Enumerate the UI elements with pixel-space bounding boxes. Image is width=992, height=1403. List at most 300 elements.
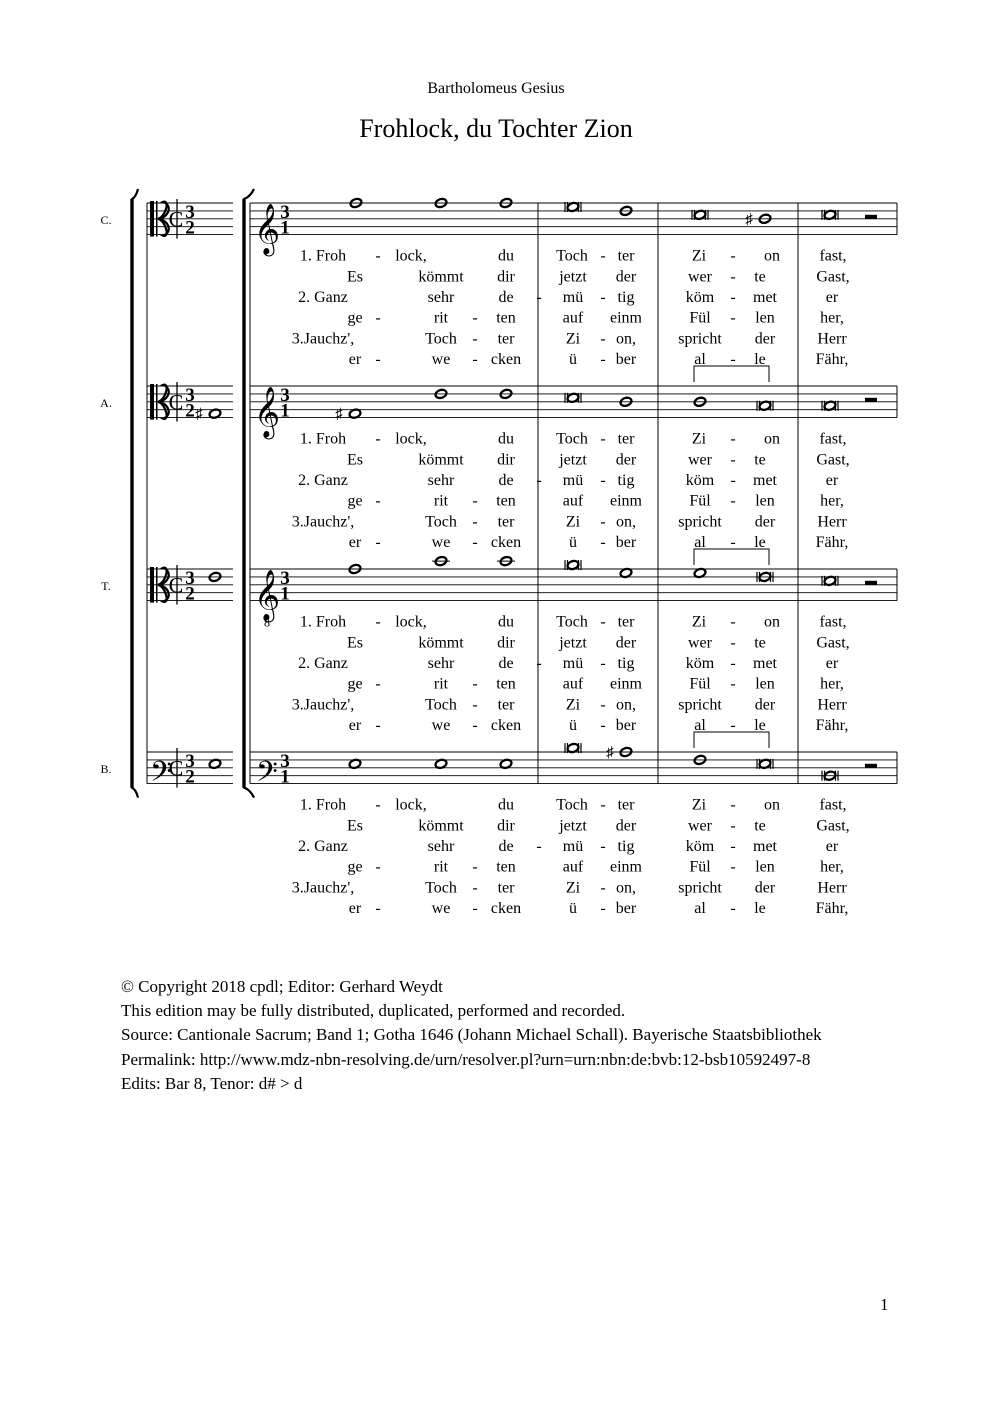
lyric-syllable: te bbox=[754, 634, 766, 652]
lyric-syllable: - bbox=[472, 330, 478, 348]
lyric-syllable: - bbox=[730, 613, 736, 631]
lyric-syllable: köm bbox=[685, 472, 715, 489]
lyric-syllable: 3.Jauchz', bbox=[291, 513, 355, 531]
lyric-syllable: - bbox=[375, 900, 381, 918]
lyric-syllable: rit bbox=[433, 492, 449, 510]
lyric-syllable: dir bbox=[497, 817, 515, 835]
lyric-syllable: ter bbox=[617, 613, 635, 631]
lyric-syllable: einm bbox=[610, 309, 642, 327]
lyric-syllable: - bbox=[730, 430, 736, 448]
lyric-syllable: - bbox=[730, 817, 736, 835]
lyric-syllable: Fül bbox=[689, 492, 711, 510]
lyric-syllable: al bbox=[694, 351, 706, 369]
lyric-syllable: köm bbox=[685, 838, 715, 855]
lyric-syllable: dir bbox=[497, 268, 515, 286]
lyric-syllable: - bbox=[536, 655, 542, 672]
lyric-syllable: - bbox=[472, 858, 478, 876]
lyric-syllable: met bbox=[753, 838, 777, 855]
voice-a-incipit-time-numerator: 3 bbox=[185, 384, 195, 406]
lyric-syllable: spricht bbox=[678, 330, 722, 348]
voice-c-time-denominator: 1 bbox=[280, 217, 290, 239]
voice-b-rest bbox=[865, 764, 877, 768]
lyric-syllable: 1. Froh bbox=[299, 796, 347, 814]
voice-c-incipit-time-numerator: 3 bbox=[185, 201, 195, 223]
lyric-syllable: Herr bbox=[817, 330, 847, 348]
lyric-syllable: - bbox=[600, 247, 606, 265]
lyric-syllable: ber bbox=[615, 534, 637, 552]
lyric-syllable: mü bbox=[562, 655, 584, 672]
lyric-syllable: ten bbox=[496, 675, 516, 693]
lyric-syllable: der bbox=[754, 879, 776, 897]
lyric-syllable: wer bbox=[688, 817, 712, 835]
lyric-syllable: - bbox=[472, 309, 478, 327]
lyric-syllable: her, bbox=[820, 492, 844, 510]
lyric-syllable: on bbox=[764, 796, 780, 814]
voice-c-note bbox=[692, 209, 708, 220]
voice-a-note bbox=[757, 400, 773, 411]
voice-t-staff-group bbox=[101, 549, 897, 734]
lyric-syllable: - bbox=[536, 472, 542, 489]
lyric-syllable: Toch bbox=[425, 696, 457, 714]
voice-a-incipit-note bbox=[195, 407, 221, 423]
lyric-syllable: auf bbox=[562, 492, 584, 510]
lyric-syllable: lock, bbox=[395, 247, 427, 265]
lyric-syllable: - bbox=[730, 534, 736, 552]
lyric-syllable: Gast, bbox=[816, 451, 850, 469]
lyric-syllable: her, bbox=[820, 858, 844, 876]
lyric-syllable: ü bbox=[569, 534, 577, 552]
lyric-syllable: du bbox=[498, 613, 514, 631]
lyric-syllable: her, bbox=[820, 309, 844, 327]
lyric-syllable: lock, bbox=[395, 613, 427, 631]
lyric-syllable: on bbox=[764, 613, 780, 631]
lyric-syllable: der bbox=[754, 696, 776, 714]
lyric-syllable: de bbox=[498, 472, 514, 489]
voice-a-treble-clef: 𝄞 bbox=[254, 387, 281, 437]
lyric-syllable: kömmt bbox=[418, 634, 464, 652]
lyric-syllable: - bbox=[600, 717, 606, 735]
lyric-syllable: te bbox=[754, 268, 766, 286]
lyric-syllable: einm bbox=[610, 492, 642, 510]
voice-b-incipit-time-numerator: 3 bbox=[185, 750, 195, 772]
lyric-syllable: 3.Jauchz', bbox=[291, 330, 355, 348]
lyric-syllable: er bbox=[825, 472, 839, 489]
lyric-syllable: jetzt bbox=[559, 268, 587, 286]
lyric-syllable: er bbox=[348, 351, 362, 369]
lyric-syllable: er bbox=[348, 900, 362, 918]
lyric-syllable: - bbox=[472, 492, 478, 510]
lyric-syllable: - bbox=[375, 613, 381, 631]
lyric-syllable: Toch bbox=[425, 330, 457, 348]
lyric-syllable: ter bbox=[617, 796, 635, 814]
lyric-syllable: er bbox=[348, 717, 362, 735]
lyric-syllable: ter bbox=[617, 430, 635, 448]
voice-c-time-numerator: 3 bbox=[280, 201, 290, 223]
lyric-syllable: fast, bbox=[819, 247, 847, 265]
lyric-syllable: le bbox=[754, 900, 766, 918]
lyric-syllable: de bbox=[498, 838, 514, 855]
lyric-syllable: - bbox=[375, 717, 381, 735]
voice-a-rest bbox=[865, 398, 877, 402]
voice-b-lyrics bbox=[292, 797, 850, 918]
svg-text:C: C bbox=[168, 389, 184, 415]
lyric-syllable: der bbox=[615, 817, 637, 835]
voice-b-note bbox=[757, 758, 773, 769]
svg-text:C: C bbox=[168, 572, 184, 598]
lyric-syllable: len bbox=[755, 309, 775, 327]
lyric-syllable: - bbox=[730, 309, 736, 327]
lyric-syllable: on, bbox=[616, 696, 636, 714]
lyric-syllable: ü bbox=[569, 717, 577, 735]
lyric-syllable: einm bbox=[610, 858, 642, 876]
lyric-syllable: le bbox=[754, 717, 766, 735]
lyric-syllable: - bbox=[472, 351, 478, 369]
lyric-syllable: sehr bbox=[427, 655, 455, 672]
lyric-syllable: cken bbox=[490, 900, 522, 918]
lyric-syllable: ber bbox=[615, 351, 637, 369]
voice-a-cut-time-sign bbox=[169, 382, 184, 422]
lyric-syllable: 3.Jauchz', bbox=[291, 879, 355, 897]
lyric-syllable: rit bbox=[433, 858, 449, 876]
lyric-syllable: - bbox=[730, 796, 736, 814]
lyric-syllable: Toch bbox=[556, 430, 588, 448]
license-line: This edition may be fully distributed, duplicated, performed and recorded. bbox=[121, 1001, 626, 1021]
lyric-syllable: er bbox=[825, 289, 839, 306]
voice-t-treble-clef: 𝄞 bbox=[254, 570, 281, 620]
lyric-syllable: Zi bbox=[691, 430, 707, 448]
piece-title: Frohlock, du Tochter Zion bbox=[359, 114, 633, 143]
voice-c-label: C. bbox=[100, 212, 112, 227]
lyric-syllable: Es bbox=[347, 817, 363, 835]
lyric-syllable: 1. Froh bbox=[299, 430, 347, 448]
voice-b-note bbox=[565, 743, 581, 754]
lyric-syllable: - bbox=[472, 675, 478, 693]
lyric-syllable: tig bbox=[617, 289, 635, 306]
lyric-syllable: auf bbox=[562, 675, 584, 693]
lyric-syllable: - bbox=[730, 675, 736, 693]
lyric-syllable: tig bbox=[617, 838, 635, 855]
lyric-syllable: - bbox=[730, 268, 736, 286]
lyric-syllable: 2. Ganz bbox=[298, 472, 348, 489]
lyric-syllable: - bbox=[730, 472, 736, 489]
lyric-syllable: köm bbox=[685, 655, 715, 672]
lyric-syllable: ter bbox=[617, 247, 635, 265]
permalink-line: Permalink: http://www.mdz-nbn-resolving.de/urn/resolver.pl?urn=urn:nbn:de:bvb:12-bsb10592497-8 bbox=[121, 1049, 811, 1069]
voice-b-note bbox=[606, 745, 632, 761]
lyric-syllable: - bbox=[730, 451, 736, 469]
voice-c-lyrics bbox=[292, 248, 850, 369]
lyric-syllable: - bbox=[600, 796, 606, 814]
voice-t-lyrics bbox=[292, 614, 850, 735]
voice-a-note bbox=[565, 392, 581, 403]
lyric-syllable: 2. Ganz bbox=[298, 838, 348, 855]
lyric-syllable: Toch bbox=[425, 879, 457, 897]
lyric-syllable: Gast, bbox=[816, 634, 850, 652]
lyric-syllable: kömmt bbox=[418, 451, 464, 469]
lyric-syllable: len bbox=[755, 858, 775, 876]
lyric-syllable: - bbox=[375, 247, 381, 265]
voice-c-incipit-time-denominator: 2 bbox=[185, 217, 195, 239]
lyric-syllable: - bbox=[730, 900, 736, 918]
lyric-syllable: on bbox=[764, 430, 780, 448]
lyric-syllable: - bbox=[730, 634, 736, 652]
lyric-syllable: - bbox=[600, 430, 606, 448]
lyric-syllable: ü bbox=[569, 351, 577, 369]
lyric-syllable: - bbox=[375, 675, 381, 693]
lyric-syllable: le bbox=[754, 534, 766, 552]
lyric-syllable: ber bbox=[615, 900, 637, 918]
lyric-syllable: Toch bbox=[425, 513, 457, 531]
lyric-syllable: lock, bbox=[395, 796, 427, 814]
lyric-syllable: ter bbox=[497, 696, 515, 714]
lyric-syllable: 3.Jauchz', bbox=[291, 696, 355, 714]
lyric-syllable: de bbox=[498, 289, 514, 306]
lyric-syllable: - bbox=[472, 534, 478, 552]
lyric-syllable: Herr bbox=[817, 696, 847, 714]
voice-b-staff-group bbox=[100, 732, 897, 917]
lyric-syllable: ge bbox=[347, 309, 363, 327]
lyric-syllable: du bbox=[498, 796, 514, 814]
voice-c-note bbox=[565, 202, 581, 213]
lyric-syllable: jetzt bbox=[559, 451, 587, 469]
voice-t-time-numerator: 3 bbox=[280, 567, 290, 589]
lyric-syllable: spricht bbox=[678, 696, 722, 714]
lyric-syllable: der bbox=[754, 330, 776, 348]
copyright-line: © Copyright 2018 cpdl; Editor: Gerhard Weydt bbox=[121, 977, 443, 996]
lyric-syllable: Es bbox=[347, 634, 363, 652]
lyric-syllable: köm bbox=[685, 289, 715, 306]
lyric-syllable: sehr bbox=[427, 838, 455, 855]
voice-t-time-denominator: 1 bbox=[280, 583, 290, 605]
sharp-sign: ♯ bbox=[606, 745, 614, 761]
lyric-syllable: kömmt bbox=[418, 268, 464, 286]
voice-b-time-denominator: 1 bbox=[280, 766, 290, 788]
voice-t-note bbox=[822, 575, 838, 586]
voice-t-rest bbox=[865, 581, 877, 585]
lyric-syllable: ü bbox=[569, 900, 577, 918]
lyric-syllable: ge bbox=[347, 858, 363, 876]
lyric-syllable: - bbox=[472, 513, 478, 531]
lyric-syllable: Zi bbox=[565, 879, 581, 897]
lyric-syllable: le bbox=[754, 351, 766, 369]
voice-b-time-numerator: 3 bbox=[280, 750, 290, 772]
voice-t-note bbox=[497, 556, 515, 567]
voice-t-cut-time-sign bbox=[169, 565, 184, 605]
lyric-syllable: fast, bbox=[819, 796, 847, 814]
edits-line: Edits: Bar 8, Tenor: d# > d bbox=[121, 1073, 303, 1093]
lyric-syllable: spricht bbox=[678, 879, 722, 897]
lyric-syllable: ge bbox=[347, 492, 363, 510]
lyric-syllable: tig bbox=[617, 472, 635, 489]
lyric-syllable: Fähr, bbox=[815, 351, 849, 369]
svg-text:C: C bbox=[168, 206, 184, 232]
lyric-syllable: rit bbox=[433, 675, 449, 693]
voice-c-note bbox=[822, 209, 838, 220]
lyric-syllable: Fähr, bbox=[815, 534, 849, 552]
lyric-syllable: ge bbox=[347, 675, 363, 693]
lyric-syllable: auf bbox=[562, 309, 584, 327]
lyric-syllable: mü bbox=[562, 838, 584, 855]
lyric-syllable: - bbox=[375, 492, 381, 510]
lyric-syllable: ter bbox=[497, 513, 515, 531]
voice-a-time-denominator: 1 bbox=[280, 400, 290, 422]
lyric-syllable: - bbox=[472, 900, 478, 918]
lyric-syllable: cken bbox=[490, 717, 522, 735]
lyric-syllable: Zi bbox=[565, 696, 581, 714]
lyric-syllable: - bbox=[600, 655, 606, 672]
lyric-syllable: al bbox=[694, 900, 706, 918]
sharp-sign: ♯ bbox=[745, 211, 753, 228]
lyric-syllable: - bbox=[375, 430, 381, 448]
lyric-syllable: 1. Froh bbox=[299, 613, 347, 631]
lyric-syllable: - bbox=[600, 534, 606, 552]
lyric-syllable: er bbox=[825, 655, 839, 672]
lyric-syllable: - bbox=[472, 717, 478, 735]
lyric-syllable: we bbox=[431, 351, 451, 369]
lyric-syllable: du bbox=[498, 247, 514, 265]
lyric-syllable: - bbox=[375, 309, 381, 327]
lyric-syllable: on, bbox=[616, 513, 636, 531]
lyric-syllable: auf bbox=[562, 858, 584, 876]
lyric-syllable: mü bbox=[562, 472, 584, 489]
lyric-syllable: cken bbox=[490, 534, 522, 552]
lyric-syllable: spricht bbox=[678, 513, 722, 531]
lyric-syllable: - bbox=[730, 858, 736, 876]
voice-t-octave-8: 8 bbox=[264, 615, 270, 630]
lyric-syllable: er bbox=[825, 838, 839, 855]
lyric-syllable: ter bbox=[497, 879, 515, 897]
voice-a-note bbox=[822, 400, 838, 411]
lyric-syllable: - bbox=[730, 717, 736, 735]
voice-t-label: T. bbox=[101, 578, 111, 593]
lyric-syllable: - bbox=[375, 796, 381, 814]
lyric-syllable: cken bbox=[490, 351, 522, 369]
lyric-syllable: mü bbox=[562, 289, 584, 306]
lyric-syllable: - bbox=[730, 289, 736, 306]
lyric-syllable: 2. Ganz bbox=[298, 289, 348, 306]
lyric-syllable: 1. Froh bbox=[299, 247, 347, 265]
lyric-syllable: - bbox=[600, 330, 606, 348]
lyric-syllable: - bbox=[600, 879, 606, 897]
lyric-syllable: der bbox=[754, 513, 776, 531]
lyric-syllable: fast, bbox=[819, 430, 847, 448]
lyric-syllable: er bbox=[348, 534, 362, 552]
lyric-syllable: - bbox=[600, 838, 606, 855]
lyric-syllable: Fähr, bbox=[815, 717, 849, 735]
lyric-syllable: Fähr, bbox=[815, 900, 849, 918]
lyric-syllable: ten bbox=[496, 858, 516, 876]
lyric-syllable: dir bbox=[497, 451, 515, 469]
lyric-syllable: - bbox=[600, 613, 606, 631]
lyric-syllable: 2. Ganz bbox=[298, 655, 348, 672]
lyric-syllable: - bbox=[600, 900, 606, 918]
lyric-syllable: du bbox=[498, 430, 514, 448]
page-number: 1 bbox=[880, 1295, 889, 1314]
lyric-syllable: we bbox=[431, 717, 451, 735]
lyric-syllable: Gast, bbox=[816, 817, 850, 835]
voice-a-time-numerator: 3 bbox=[280, 384, 290, 406]
voice-b-ligature-bracket bbox=[694, 732, 769, 748]
lyric-syllable: der bbox=[615, 634, 637, 652]
lyric-syllable: - bbox=[600, 513, 606, 531]
lyric-syllable: met bbox=[753, 289, 777, 306]
footer-notes bbox=[121, 975, 822, 1096]
composer: Bartholomeus Gesius bbox=[427, 80, 565, 97]
lyric-syllable: - bbox=[600, 351, 606, 369]
lyric-syllable: dir bbox=[497, 634, 515, 652]
lyric-syllable: Fül bbox=[689, 858, 711, 876]
lyric-syllable: on, bbox=[616, 879, 636, 897]
lyric-syllable: on bbox=[764, 247, 780, 265]
voice-t-note bbox=[432, 556, 450, 567]
voice-c-note bbox=[745, 212, 771, 228]
lyric-syllable: Zi bbox=[691, 796, 707, 814]
lyric-syllable: - bbox=[536, 289, 542, 306]
lyric-syllable: jetzt bbox=[559, 634, 587, 652]
lyric-syllable: wer bbox=[688, 634, 712, 652]
source-line: Source: Cantionale Sacrum; Band 1; Gotha 1646 (Johann Michael Schall). Bayerische Staatsbibliothek bbox=[121, 1025, 822, 1045]
lyric-syllable: met bbox=[753, 472, 777, 489]
lyric-syllable: de bbox=[498, 655, 514, 672]
lyric-syllable: - bbox=[730, 838, 736, 855]
lyric-syllable: ten bbox=[496, 309, 516, 327]
lyric-syllable: met bbox=[753, 655, 777, 672]
lyric-syllable: - bbox=[536, 838, 542, 855]
voice-c-treble-clef: 𝄞 bbox=[254, 204, 281, 254]
voice-a-label: A. bbox=[100, 395, 112, 410]
lyric-syllable: - bbox=[730, 655, 736, 672]
lyric-syllable: Gast, bbox=[816, 268, 850, 286]
voice-a-staff-group bbox=[100, 366, 897, 551]
lyric-syllable: Toch bbox=[556, 796, 588, 814]
lyric-syllable: der bbox=[615, 268, 637, 286]
lyric-syllable: - bbox=[730, 492, 736, 510]
lyric-syllable: jetzt bbox=[559, 817, 587, 835]
lyric-syllable: rit bbox=[433, 309, 449, 327]
voice-c-staff-group bbox=[100, 198, 897, 369]
lyric-syllable: sehr bbox=[427, 472, 455, 489]
voice-t-incipit-time-numerator: 3 bbox=[185, 567, 195, 589]
lyric-syllable: Es bbox=[347, 451, 363, 469]
lyric-syllable: Herr bbox=[817, 879, 847, 897]
lyric-syllable: Es bbox=[347, 268, 363, 286]
lyric-syllable: on, bbox=[616, 330, 636, 348]
voice-t-ligature-bracket bbox=[694, 549, 769, 565]
lyric-syllable: len bbox=[755, 492, 775, 510]
lyric-syllable: - bbox=[600, 289, 606, 306]
lyric-syllable: - bbox=[730, 351, 736, 369]
lyric-syllable: kömmt bbox=[418, 817, 464, 835]
lyric-syllable: Fül bbox=[689, 675, 711, 693]
lyric-syllable: we bbox=[431, 534, 451, 552]
lyric-syllable: lock, bbox=[395, 430, 427, 448]
lyric-syllable: her, bbox=[820, 675, 844, 693]
lyric-syllable: Zi bbox=[691, 247, 707, 265]
lyric-syllable: al bbox=[694, 717, 706, 735]
lyric-syllable: wer bbox=[688, 451, 712, 469]
voice-t-note bbox=[565, 560, 581, 571]
lyric-syllable: - bbox=[375, 351, 381, 369]
voice-a-lyrics bbox=[292, 431, 850, 551]
lyric-syllable: fast, bbox=[819, 613, 847, 631]
lyric-syllable: ber bbox=[615, 717, 637, 735]
lyric-syllable: der bbox=[615, 451, 637, 469]
lyric-syllable: tig bbox=[617, 655, 635, 672]
sharp-sign: ♯ bbox=[195, 406, 203, 423]
lyric-syllable: einm bbox=[610, 675, 642, 693]
lyric-syllable: Zi bbox=[691, 613, 707, 631]
lyric-syllable: - bbox=[730, 247, 736, 265]
